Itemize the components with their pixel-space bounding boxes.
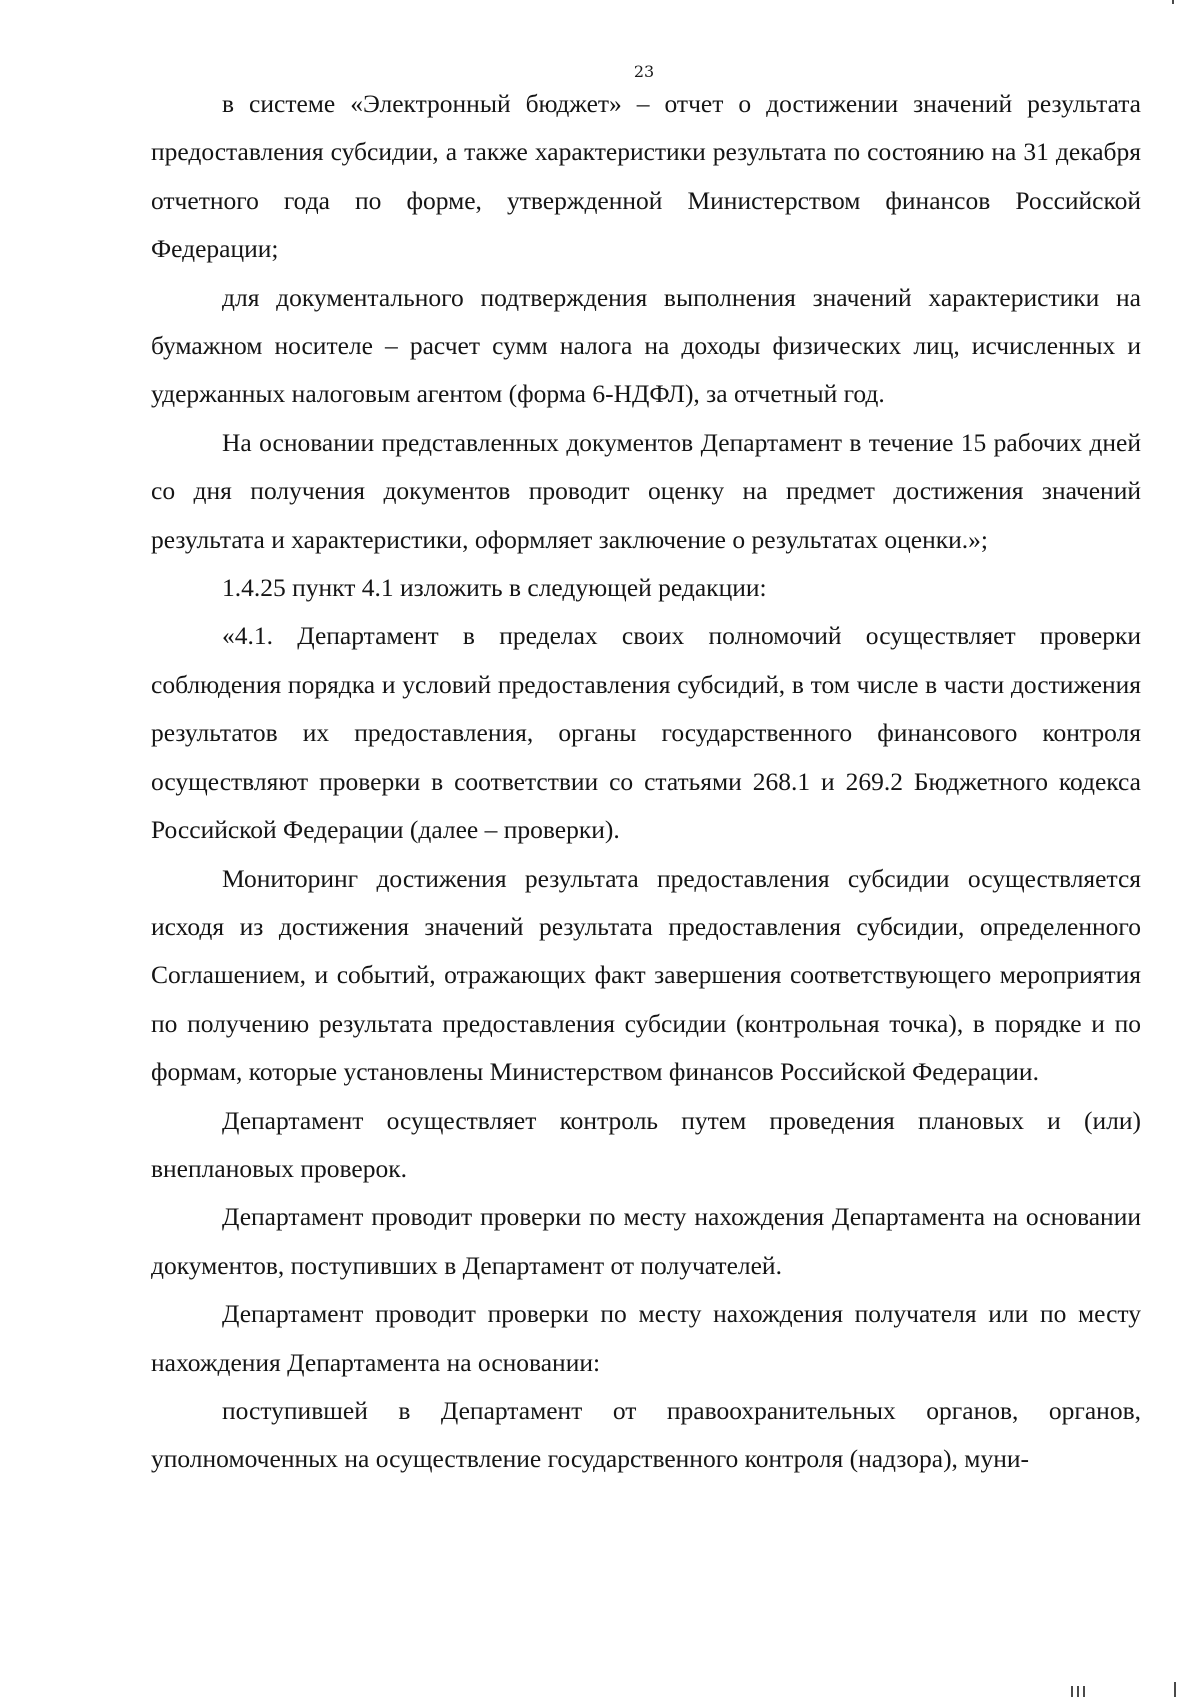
- paragraph-2: для документального подтверждения выполнения значений характеристики на бумажном носителе – расчет сумм налога на доходы физических лиц, исчисленных и удержанных налоговым агентом (форма 6-НДФЛ), за отчетный год.: [151, 282, 1141, 409]
- scan-mark-bottom-3: [1083, 1686, 1085, 1697]
- paragraph-9: Департамент проводит проверки по месту нахождения получателя или по месту нахождения Департамента на основании:: [151, 1299, 1141, 1377]
- paragraph-6: Мониторинг достижения результата предоставления субсидии осуществляется исходя из достижения значений результата предоставления субсидии, определенного Соглашением, и событий, отражающих факт завершения соответствующего мероприятия по получению результата предоставления субсидии (контрольная точка), в порядке и по формам, которые установлены Министерством финансов Российской Федерации.: [151, 863, 1141, 1087]
- page-number: 23: [633, 62, 655, 81]
- scan-mark-top-right: [1172, 0, 1174, 4]
- paragraph-3: На основании представленных документов Департамент в течение 15 рабочих дней со дня получения документов проводит оценку на предмет достижения значений результата и характеристики, оформляет заключение о результатах оценки.»;: [151, 427, 1141, 554]
- paragraph-1: в системе «Электронный бюджет» – отчет о достижении значений результата предоставления субсидии, а также характеристики результата по состоянию на 31 декабря отчетного года по форме, утвержденной Министерством финансов Российской Федерации;: [151, 89, 1141, 264]
- paragraph-7: Департамент осуществляет контроль путем проведения плановых и (или) внеплановых проверок.: [151, 1105, 1141, 1183]
- scan-mark-bottom-2: [1077, 1686, 1079, 1697]
- scan-mark-bottom-1: [1071, 1686, 1073, 1697]
- document-body: [151, 80, 1141, 1484]
- paragraph-4: 1.4.25 пункт 4.1 изложить в следующей редакции:: [222, 573, 767, 603]
- paragraph-10: поступившей в Департамент от правоохранительных органов, органов, уполномоченных на осуществление государственного контроля (надзора), муни-: [151, 1395, 1141, 1474]
- paragraph-5: «4.1. Департамент в пределах своих полномочий осуществляет проверки соблюдения порядка и условий предоставления субсидий, в том числе в части достижения результатов их предоставления, органы государственного финансового контроля осуществляют проверки в соответствии со статьями 268.1 и 269.2 Бюджетного кодекса Российской Федерации (далее – проверки).: [151, 621, 1141, 845]
- scan-mark-bottom-4: [1174, 1682, 1176, 1697]
- paragraph-8: Департамент проводит проверки по месту нахождения Департамента на основании документов, поступивших в Департамент от получателей.: [151, 1202, 1141, 1280]
